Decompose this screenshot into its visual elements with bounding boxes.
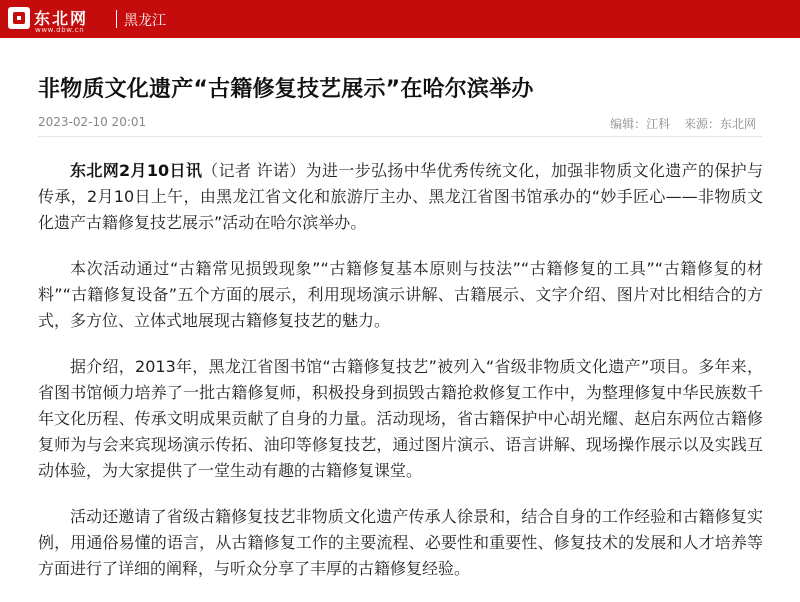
dateline: 东北网2月10日讯 [70, 161, 203, 180]
header-divider [116, 10, 117, 28]
editor-label: 编辑：江科 [610, 117, 671, 131]
channel-link-heilongjiang[interactable]: 黑龙江 [124, 13, 166, 29]
title-divider [38, 136, 762, 137]
article-paragraph: 本次活动通过“古籍常见损毁现象”“古籍修复基本原则与技法”“古籍修复的工具”“古籍修复的材料”“古籍修复设备”五个方面的展示，利用现场演示讲解、古籍展示、文字介绍、图片对比相结合的方式，多方位、立体式地展现古籍修复技艺的魅力。 [38, 259, 763, 330]
article-meta [610, 115, 756, 132]
publish-date: 2023-02-10 20:01 [38, 115, 147, 129]
article-paragraph: 活动还邀请了省级古籍修复技艺非物质文化遗产传承人徐景和，结合自身的工作经验和古籍修复实例，用通俗易懂的语言，从古籍修复工作的主要流程、必要性和重要性、修复技术的发展和人才培养等方面进行了详细的阐释，与听众分享了丰厚的古籍修复经验。 [38, 507, 763, 578]
site-logo[interactable] [8, 5, 112, 35]
logo-text: 东北网 [34, 9, 89, 28]
source-label: 来源：东北网 [683, 117, 756, 131]
top-header-bar [0, 0, 800, 38]
article-paragraph [38, 158, 763, 236]
article-title: 非物质文化遗产“古籍修复技艺展示”在哈尔滨举办 [38, 77, 534, 102]
logo-url-text: www.dbw.cn [35, 26, 85, 34]
article-paragraph: 据介绍，2013年，黑龙江省图书馆“古籍修复技艺”被列入“省级非物质文化遗产”项目。多年来，省图书馆倾力培养了一批古籍修复师，积极投身到损毁古籍抢救修复工作中，为整理修复中华民族数千年文化历程、传承文明成果贡献了自身的力量。活动现场，省古籍保护中心胡光耀、赵启东两位古籍修复师为与会来宾现场演示传拓、油印等修复技艺，通过图片演示、语言讲解、现场操作展示以及实践互动体验，为大家提供了一堂生动有趣的古籍修复课堂。 [38, 357, 763, 480]
article-body [38, 158, 763, 602]
paragraph-text: （记者 许诺）为进一步弘扬中华优秀传统文化，加强非物质文化遗产的保护与传承，2月10日上午，由黑龙江省文化和旅游厅主办、黑龙江省图书馆承办的“妙手匠心——非物质文化遗产古籍修复技艺展示”活动在哈尔滨举办。 [38, 161, 763, 232]
logo-emblem-icon [8, 7, 30, 29]
